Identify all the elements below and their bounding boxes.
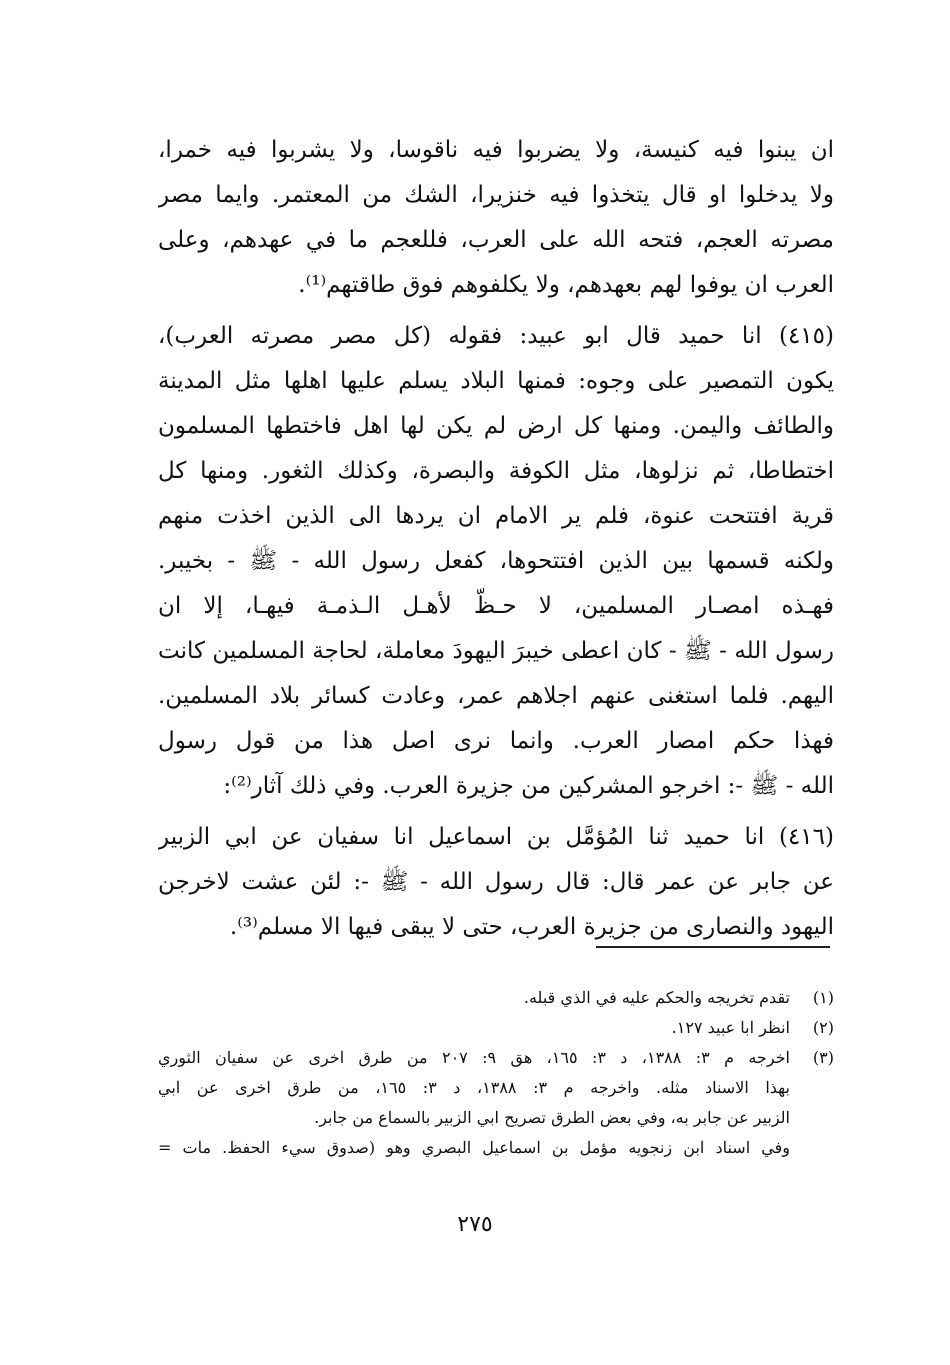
footnote-line: وفي اسناد ابن زنجويه مؤمل بن اسماعيل البصري وهو (صدوق سيء الحفظ. مات = — [158, 1138, 790, 1157]
text-line: ان يبنوا فيه كنيسة، ولا يضربوا فيه ناقوسا، ولا يشربوا فيه خمرا، — [158, 137, 834, 163]
page-number: ٢٧٥ — [457, 1212, 493, 1237]
footnote — [158, 1013, 834, 1043]
text-line: قرية افتتحت عنوة، فلم ير الامام ان يردها الى الذين اخذت منهم — [158, 503, 834, 529]
text-line: العرب ان يوفوا لهم بعهدهم، ولا يكلفوهم فوق طاقتهم⁽¹⁾. — [298, 272, 834, 298]
main-text — [158, 128, 834, 950]
text-line: عن جابر عن عمر قال: قال رسول الله - ﷺ -: لئن عشت لاخرجن — [158, 869, 834, 895]
footnote-line: تقدم تخريجه والحكم عليه في الذي قبله. — [523, 988, 790, 1007]
text-line: مصرته العجم، فتحه الله على العرب، فللعجم ما في عهدهم، وعلى — [158, 227, 834, 253]
footnote — [158, 1043, 834, 1163]
text-line: فهـذه امصـار المسلمين، لا حـظّ لأهـل الـذمـة فيهـا، إلا ان — [158, 593, 834, 619]
footnote-line: اخرجه م ٣: ١٣٨٨، د ٣: ١٦٥، هق ٩: ٢٠٧ من طرق اخرى عن سفيان الثوري — [158, 1048, 790, 1067]
footnotes — [158, 983, 834, 1163]
text-line: الله - ﷺ -: اخرجو المشركين من جزيرة العرب. وفي ذلك آثار⁽²⁾: — [223, 773, 834, 799]
text-line: اليهم. فلما استغنى عنهم اجلاهم عمر، وعادت كسائر بلاد المسلمين. — [158, 683, 834, 709]
text-line: اختطاطا، ثم نزلوها، مثل الكوفة والبصرة، وكذلك الثغور. ومنها كل — [158, 458, 834, 484]
text-line: رسول الله - ﷺ - كان اعطى خيبرَ اليهودَ معاملة، لحاجة المسلمين كانت — [158, 638, 834, 664]
text-line: (٤١٦) انا حميد ثنا المُؤمَّل بن اسماعيل انا سفيان عن ابي الزبير — [158, 824, 834, 850]
footnote — [158, 983, 834, 1013]
footnote-number: (٢) — [812, 1018, 834, 1037]
text-line: والطائف واليمن. ومنها كل ارض لم يكن لها اهل فاختطها المسلمون — [158, 413, 834, 439]
paragraph — [158, 314, 834, 809]
footnote-number: (٣) — [812, 1048, 834, 1067]
text-line: ولكنه قسمها بين الذين افتتحوها، كفعل رسول الله - ﷺ - بخيبر. — [158, 548, 834, 574]
paragraph — [158, 128, 834, 308]
footnote-line: بهذا الاسناد مثله. واخرجه م ٣: ١٣٨٨، د ٣: ١٦٥، من طرق اخرى عن ابي — [158, 1078, 790, 1097]
footnote-line: انظر ابا عبيد ١٢٧. — [671, 1018, 790, 1037]
text-line: ولا يدخلوا او قال يتخذوا فيه خنزيرا، الشك من المعتمر. وايما مصر — [158, 182, 834, 208]
footnote-separator — [596, 946, 830, 948]
text-line: يكون التمصير على وجوه: فمنها البلاد يسلم عليها اهلها مثل المدينة — [158, 368, 834, 394]
paragraph — [158, 815, 834, 950]
text-line: اليهود والنصارى من جزيرة العرب، حتى لا يبقى فيها الا مسلم⁽³⁾. — [229, 914, 834, 940]
text-line: (٤١٥) انا حميد قال ابو عبيد: فقوله (كل مصر مصرته العرب)، — [158, 323, 834, 349]
footnote-line: الزبير عن جابر به، وفي بعض الطرق تصريح ابي الزبير بالسماع من جابر. — [314, 1108, 790, 1127]
text-line: فهذا حكم امصار العرب. وانما نرى اصل هذا من قول رسول — [158, 728, 834, 754]
footnote-number: (١) — [812, 988, 834, 1007]
